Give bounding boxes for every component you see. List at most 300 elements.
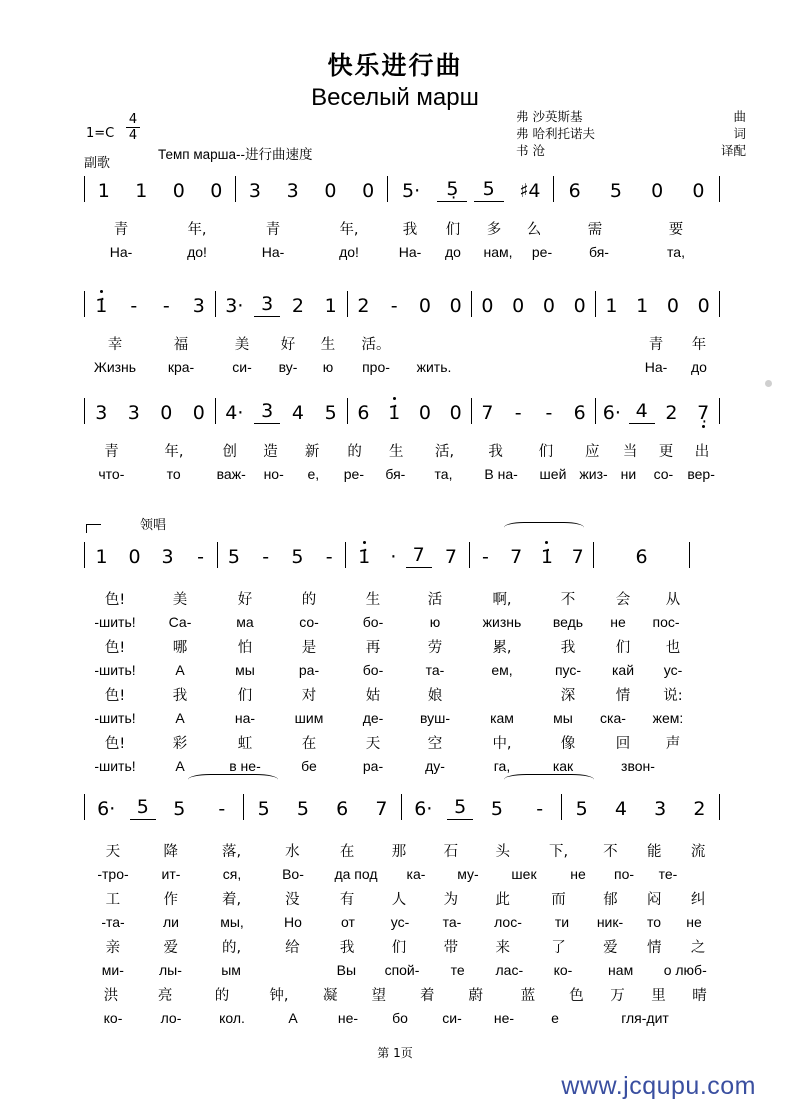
lyric-syllable: ит-	[161, 866, 181, 882]
lyric-syllable: 再	[365, 639, 381, 656]
note: -	[130, 295, 138, 317]
note: 6·	[414, 798, 433, 820]
lyric-syllable: до!	[187, 244, 207, 260]
note: 0	[210, 180, 223, 202]
lyric-syllable: 此	[495, 891, 510, 908]
lyric-syllable: е,	[307, 466, 320, 482]
lyric-syllable: 好	[280, 336, 296, 353]
lyric-syllable: Во-	[282, 866, 304, 882]
note: 0	[481, 295, 494, 317]
lyric-syllable: 的	[301, 591, 317, 608]
lyric-syllable: 是	[301, 639, 317, 656]
lead-bracket	[86, 524, 101, 533]
lead-vocal-marking: 领唱	[140, 518, 167, 533]
lyric-syllable: 需	[587, 221, 603, 238]
page-title-chinese: 快乐进行曲	[327, 51, 463, 80]
lyric-syllable: бо	[392, 1010, 408, 1026]
lyric-syllable: бо-	[362, 614, 384, 630]
measure	[218, 542, 346, 568]
lyric-row-verse1-ru	[84, 862, 720, 886]
note: 1̇	[379, 402, 409, 424]
note: 6	[357, 402, 370, 424]
note: 7	[510, 546, 523, 568]
lyric-syllable: 钟,	[269, 987, 289, 1004]
measure	[84, 794, 244, 820]
lyric-syllable: 蓝	[520, 987, 536, 1004]
lyric-syllable: 姑	[365, 687, 381, 704]
lyric-syllable: 娘	[427, 687, 443, 704]
lyric-syllable: 怕	[237, 639, 253, 656]
lyric-syllable: кам	[490, 710, 514, 726]
note: 3	[192, 295, 205, 317]
note: 5	[490, 798, 503, 820]
lyric-row-verse3-ru	[84, 706, 720, 730]
note: 6	[336, 798, 349, 820]
lyric-syllable: ли	[163, 914, 179, 930]
lyric-syllable: 头	[495, 843, 510, 860]
lyric-syllable: А	[175, 662, 185, 678]
lyric-syllable: 活。	[361, 336, 391, 353]
lyric-syllable: Вы	[336, 962, 357, 978]
lyric-syllable: 带	[443, 939, 459, 956]
lyric-syllable: 色!	[104, 687, 126, 704]
measure	[470, 542, 594, 568]
lyric-row-verse3-cn	[84, 682, 720, 706]
lyric-row-verse2-cn	[84, 886, 720, 910]
lyric-syllable: ре-	[531, 244, 553, 260]
lyric-syllable: 声	[665, 735, 681, 752]
lyric-syllable: му-	[457, 866, 479, 882]
lyric-syllable: о люб-	[663, 962, 707, 978]
measure	[388, 176, 554, 202]
lyric-syllable: ус-	[390, 914, 410, 930]
lyric-row-verse4-cn	[84, 730, 720, 754]
lyric-syllable: 能	[646, 843, 662, 860]
lyric-syllable: гля-дит	[621, 1010, 669, 1026]
note: -	[262, 546, 270, 568]
lyric-syllable: не-	[337, 1010, 359, 1026]
lyric-syllable: 万	[610, 987, 625, 1004]
lyric-syllable: 作	[163, 891, 178, 908]
note: 6·	[602, 402, 621, 424]
lyric-syllable: 望	[371, 987, 386, 1004]
lyric-syllable: 活	[427, 591, 443, 608]
lyric-syllable: те	[450, 962, 465, 978]
lyric-syllable: до	[691, 359, 707, 375]
lyric-syllable: по-	[613, 866, 635, 882]
lyric-syllable: 色!	[104, 591, 126, 608]
lyric-syllable: 年,	[187, 221, 207, 238]
music-system-4	[84, 538, 720, 778]
lyric-syllable: то	[646, 914, 662, 930]
lyric-syllable: 像	[560, 735, 576, 752]
note: 2	[357, 295, 370, 317]
lyric-row-verse2-cn	[84, 634, 720, 658]
note: 2	[693, 798, 706, 820]
lyric-syllable: до	[445, 244, 461, 260]
lyric-syllable: 啊,	[492, 591, 512, 608]
lyric-syllable: та,	[434, 466, 453, 482]
measure	[402, 794, 562, 820]
lyric-syllable: 工	[105, 891, 121, 908]
music-system-3	[84, 394, 720, 486]
lyric-syllable: 之	[690, 939, 706, 956]
note: 0	[128, 546, 141, 568]
lyric-syllable: 石	[443, 843, 459, 860]
credit-role: 译配	[720, 143, 746, 158]
lyric-syllable: 的,	[221, 939, 242, 956]
music-system-5	[84, 790, 720, 1030]
measure	[596, 398, 720, 424]
lyric-syllable: си-	[232, 359, 252, 375]
lyric-row-chinese	[84, 216, 720, 240]
lyric-syllable: ем,	[491, 662, 513, 678]
note: 5	[257, 798, 270, 820]
lyric-syllable: 流	[690, 843, 706, 860]
time-signature-denominator: 4	[128, 128, 138, 143]
lyric-syllable: та,	[667, 244, 685, 260]
lyric-syllable: та-	[425, 662, 445, 678]
lyric-syllable: ма	[236, 614, 254, 630]
lyric-syllable: 生	[365, 591, 381, 608]
credit-row	[516, 108, 746, 125]
lyric-syllable: 了	[551, 939, 566, 956]
note-row	[84, 790, 720, 820]
lyric-syllable: 有	[339, 891, 355, 908]
note: 7	[375, 798, 388, 820]
lyric-syllable: мы,	[220, 914, 244, 930]
lyric-syllable: 会	[615, 591, 631, 608]
note: 0	[692, 180, 705, 202]
lyric-syllable: -шить!	[94, 710, 136, 726]
lyric-syllable: 亮	[157, 987, 173, 1004]
lyric-syllable: В на-	[484, 466, 518, 482]
note: 1̇	[532, 546, 562, 568]
lyric-syllable: 彩	[172, 735, 188, 752]
lyric-syllable: ым	[221, 962, 241, 978]
lyric-syllable: что-	[98, 466, 125, 482]
measure	[554, 176, 720, 202]
lyric-syllable: не-	[493, 1010, 515, 1026]
note: 0	[362, 180, 375, 202]
note: 5	[291, 546, 304, 568]
measure	[348, 291, 472, 317]
note: -	[390, 295, 398, 317]
music-system-2	[84, 287, 720, 379]
note: 1	[97, 180, 110, 202]
lyric-syllable: 青	[104, 443, 119, 460]
note: 7	[406, 544, 432, 568]
lyric-row-russian	[84, 462, 720, 486]
note: 1	[324, 295, 337, 317]
note: ·	[390, 546, 397, 568]
lyric-syllable: лы-	[159, 962, 182, 978]
lyric-syllable: 情	[646, 939, 662, 956]
credit-name: 弗 哈利托诺夫	[516, 126, 595, 141]
measure	[472, 398, 596, 424]
lyric-row-russian	[84, 355, 720, 379]
lyric-syllable: 不	[603, 843, 618, 860]
lyric-syllable: бя-	[385, 466, 406, 482]
page-marker-dot	[765, 380, 772, 387]
lyric-syllable: вуш-	[419, 710, 451, 726]
lyric-syllable: си-	[442, 1010, 462, 1026]
lyric-syllable: вер-	[687, 466, 715, 482]
lyric-syllable: А	[288, 1010, 298, 1026]
credit-role: 词	[733, 126, 746, 141]
lyric-syllable: лос-	[494, 914, 522, 930]
measure	[84, 398, 216, 424]
note: 0	[449, 402, 462, 424]
lyric-syllable: на-	[234, 710, 256, 726]
note: 3	[254, 400, 280, 424]
lyric-syllable: 出	[694, 443, 710, 460]
lyric-syllable: жить.	[416, 359, 452, 375]
lyric-syllable: 着,	[221, 891, 242, 908]
note: 1̇	[86, 295, 116, 317]
lyric-syllable: 创	[222, 443, 237, 460]
note: 1	[95, 546, 108, 568]
lyric-syllable: то	[166, 466, 181, 482]
note: 7	[571, 546, 584, 568]
lyric-syllable: 那	[391, 843, 407, 860]
note: 5̣	[437, 178, 467, 202]
slur-arc	[188, 774, 278, 785]
note: 0	[512, 295, 525, 317]
note: 1	[135, 180, 148, 202]
note: 5	[173, 798, 186, 820]
note: 6	[568, 180, 581, 202]
lyric-syllable: жем:	[652, 710, 684, 726]
lyric-syllable: ведь	[552, 614, 584, 630]
credit-name: 书 沧	[516, 143, 545, 158]
note: 4·	[225, 402, 244, 424]
lyric-row-verse2-ru	[84, 910, 720, 934]
note: 0	[542, 295, 555, 317]
lyric-syllable: 虹	[237, 735, 253, 752]
lyric-syllable: ни	[620, 466, 637, 482]
note: 1	[636, 295, 649, 317]
note: 5	[130, 796, 156, 820]
lyric-syllable: ло-	[160, 1010, 182, 1026]
note: 5	[296, 798, 309, 820]
lyric-syllable: А	[175, 710, 185, 726]
note: 3	[161, 546, 174, 568]
credit-role: 曲	[733, 109, 746, 124]
lyric-syllable: не	[686, 914, 702, 930]
lyric-syllable: 幸	[107, 336, 123, 353]
note-row	[84, 287, 720, 317]
lyric-syllable: 来	[495, 939, 510, 956]
lyric-syllable: -тро-	[97, 866, 129, 882]
note: 6	[635, 546, 648, 568]
lyric-syllable: ка-	[406, 866, 426, 882]
watermark-url: www.jcqupu.com	[561, 1072, 756, 1100]
lyric-syllable: 的	[347, 443, 362, 460]
lyric-syllable: е	[551, 1010, 559, 1026]
note: 0	[651, 180, 664, 202]
lyric-syllable: 应	[584, 443, 600, 460]
lyric-syllable: Но	[284, 914, 302, 930]
measure	[346, 542, 470, 568]
lyric-syllable: жизнь	[482, 614, 522, 630]
note: 0	[172, 180, 185, 202]
lyric-syllable: 里	[651, 987, 666, 1004]
note: 1	[605, 295, 618, 317]
lyric-syllable: ко-	[103, 1010, 123, 1026]
note: 0	[192, 402, 205, 424]
lyric-syllable: ся,	[222, 866, 242, 882]
lyric-row-verse1-ru	[84, 610, 720, 634]
lyric-syllable: -та-	[101, 914, 125, 930]
note: 4	[291, 402, 304, 424]
note: 1̇	[347, 546, 381, 568]
lyric-syllable: про-	[362, 359, 390, 375]
lyric-syllable: ре-	[343, 466, 364, 482]
lyric-row-chinese	[84, 438, 720, 462]
lyric-syllable: до!	[339, 244, 359, 260]
lyric-syllable: 为	[443, 891, 459, 908]
note: 7̣	[688, 402, 718, 424]
refrain-marking: 副歌	[84, 156, 111, 171]
lyric-syllable: 纠	[690, 891, 706, 908]
note: 5	[324, 402, 337, 424]
lyric-syllable: 我	[488, 443, 503, 460]
lyric-syllable: 好	[237, 591, 253, 608]
lyric-syllable: шей	[539, 466, 567, 482]
lyric-syllable: лас-	[495, 962, 524, 978]
lyric-syllable: как	[552, 758, 574, 774]
measure	[244, 794, 402, 820]
lyric-syllable: 们	[615, 639, 631, 656]
lyric-row-verse1-cn	[84, 838, 720, 862]
lyric-syllable: 年,	[339, 221, 359, 238]
lyric-row-verse3-ru	[84, 958, 720, 982]
lyric-syllable: в не-	[229, 758, 261, 774]
note: -	[325, 546, 333, 568]
lyric-syllable: 回	[615, 735, 631, 752]
measure	[84, 176, 236, 202]
page-number: 第 1页	[377, 1046, 413, 1060]
note: 7	[481, 402, 494, 424]
lyric-syllable: Са-	[168, 614, 192, 630]
note: 3	[254, 293, 280, 317]
lyric-syllable: 福	[173, 336, 189, 353]
lyric-syllable: да под	[334, 866, 378, 882]
lyric-syllable: 从	[665, 591, 681, 608]
note: 6	[573, 402, 586, 424]
lyric-syllable: спой-	[384, 962, 420, 978]
lyric-syllable: 闷	[646, 891, 662, 908]
lyric-syllable: А	[175, 758, 185, 774]
lyric-syllable: 对	[301, 687, 317, 704]
credit-name: 弗 沙英斯基	[516, 109, 583, 124]
lyric-syllable: га,	[493, 758, 511, 774]
lyric-syllable: со-	[299, 614, 319, 630]
lyric-syllable: -шить!	[94, 614, 136, 630]
lyric-syllable: но-	[263, 466, 284, 482]
note: 0	[324, 180, 337, 202]
lyric-syllable: 青	[648, 336, 664, 353]
key-signature: 1=C	[86, 126, 115, 141]
note: 2	[665, 402, 678, 424]
lyric-syllable: 要	[668, 221, 684, 238]
note: -	[545, 402, 553, 424]
lyric-syllable: ра-	[362, 758, 384, 774]
note: 0	[697, 295, 710, 317]
lyric-syllable: На-	[261, 244, 285, 260]
lyric-syllable: бо-	[362, 662, 384, 678]
note: 5	[447, 796, 473, 820]
lyric-syllable: 色	[569, 987, 584, 1004]
measure	[596, 291, 720, 317]
lyric-syllable: бе	[301, 758, 317, 774]
measure	[472, 291, 596, 317]
lyric-syllable: 活,	[435, 443, 455, 460]
note: -	[218, 798, 226, 820]
lyric-syllable: 生	[320, 336, 336, 353]
note: 5·	[402, 180, 421, 202]
lyric-syllable: 说:	[663, 687, 683, 704]
lyric-syllable: ми-	[101, 962, 124, 978]
measure	[84, 291, 216, 317]
lyric-syllable: ю	[322, 359, 334, 375]
music-system-1	[84, 172, 720, 264]
lyric-syllable: 深	[560, 687, 576, 704]
lyric-syllable: шек	[511, 866, 537, 882]
note-row	[84, 538, 720, 568]
lyric-syllable: 们	[237, 687, 253, 704]
slur-arc	[504, 774, 594, 785]
lyric-syllable: 色!	[104, 639, 126, 656]
lyric-syllable: 们	[391, 939, 407, 956]
lyric-syllable: 生	[389, 443, 404, 460]
lyric-syllable: 累,	[492, 639, 512, 656]
lyric-syllable: ду-	[425, 758, 445, 774]
lyric-syllable: не	[610, 614, 626, 630]
note: 0	[418, 402, 431, 424]
lyric-syllable: 我	[402, 221, 418, 238]
lyric-syllable: пус-	[554, 662, 582, 678]
lyric-syllable: 凝	[322, 987, 338, 1004]
lyric-row-verse3-cn	[84, 934, 720, 958]
note: 0	[449, 295, 462, 317]
lyric-syllable: 水	[285, 843, 300, 860]
lyric-row-verse4-ru	[84, 1006, 720, 1030]
lyric-syllable: 们	[538, 443, 554, 460]
note: 5	[227, 546, 240, 568]
lyric-syllable: 新	[304, 443, 320, 460]
lyric-syllable: 劳	[427, 639, 443, 656]
note: -	[162, 295, 170, 317]
tempo-marking: Темп марша--进行曲速度	[158, 147, 313, 162]
lyric-syllable: мы	[553, 710, 573, 726]
measure	[562, 794, 720, 820]
lyric-syllable: ска-	[600, 710, 626, 726]
note: 3	[654, 798, 667, 820]
lyric-row-verse4-ru	[84, 754, 720, 778]
note: 0	[160, 402, 173, 424]
note: 0	[666, 295, 679, 317]
note: 3	[95, 402, 108, 424]
lyric-syllable: На-	[109, 244, 133, 260]
note: -	[481, 546, 489, 568]
lyric-syllable: 当	[622, 443, 638, 460]
note: 5	[474, 178, 504, 202]
lyric-syllable: кай	[611, 662, 635, 678]
lyric-syllable: та-	[442, 914, 462, 930]
lyric-syllable: со-	[653, 466, 674, 482]
